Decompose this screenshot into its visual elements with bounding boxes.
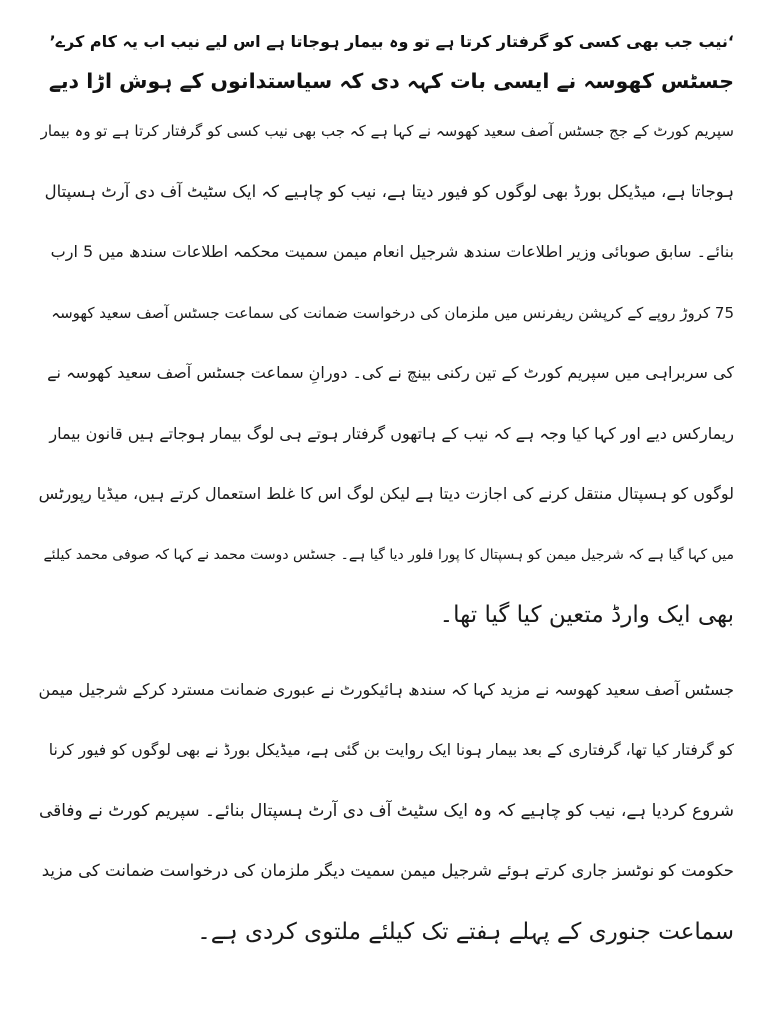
paragraph-line: کی سربراہی میں سپریم کورٹ کے تین رکنی بینچ نے کی۔ دورانِ سماعت جسٹس آصف سعید کھوسہ نے <box>47 363 734 382</box>
paragraph-line: سماعت جنوری کے پہلے ہفتے تک کیلئے ملتوی کردی ہے۔ <box>197 918 734 945</box>
paragraph-line: بھی ایک وارڈ متعین کیا گیا تھا۔ <box>439 602 734 628</box>
paragraph-line: لوگوں کو ہسپتال منتقل کرنے کی اجازت دیتا ہے لیکن لوگ اس کا غلط استعمال کرتے ہیں، میڈیا رپورٹس <box>38 484 734 503</box>
article-paragraph-1 <box>34 101 734 646</box>
article-paragraph-2 <box>34 660 734 963</box>
paragraph-line: سپریم کورٹ کے جج جسٹس آصف سعید کھوسہ نے کہا ہے کہ جب بھی نیب کسی کو گرفتار کرتا ہے تو وہ بیمار <box>40 122 734 140</box>
paragraph-line: شروع کردیا ہے، نیب کو چاہیے کہ وہ ایک سٹیٹ آف دی آرٹ ہسپتال بنائے۔ سپریم کورٹ نے وفاقی <box>38 800 734 821</box>
paragraph-line: حکومت کو نوٹسز جاری کرتے ہوئے شرجیل میمن سمیت دیگر ملزمان کی درخواست ضمانت کی مزید <box>41 861 734 880</box>
paragraph-line: ریمارکس دیے اور کہا کیا وجہ ہے کہ نیب کے ہاتھوں گرفتار ہوتے ہی لوگ بیمار ہوجاتے ہیں قانون بیمار <box>49 423 734 443</box>
paragraph-line: جسٹس آصف سعید کھوسہ نے مزید کہا کہ سندھ ہائیکورٹ نے عبوری ضمانت مسترد کرکے شرجیل میمن <box>38 679 734 699</box>
paragraph-line: کو گرفتار کیا تھا، گرفتاری کے بعد بیمار ہونا ایک روایت بن گئی ہے، میڈیکل بورڈ نے بھی لوگوں کو فیور کرنا <box>48 741 734 759</box>
paragraph-line: میں کہا گیا ہے کہ شرجیل میمن کو ہسپتال کا پورا فلور دیا گیا ہے۔ جسٹس دوست محمد نے کہا کہ صوفی محمد کیلئے <box>43 546 734 563</box>
paragraph-line: ہوجاتا ہے، میڈیکل بورڈ بھی لوگوں کو فیور دیتا ہے، نیب کو چاہیے کہ ایک سٹیٹ آف دی آرٹ ہسپتال <box>44 181 734 201</box>
article-headline: ‘نیب جب بھی کسی کو گرفتار کرتا ہے تو وہ بیمار ہوجاتا ہے اس لیے نیب اب یہ کام کرے’ <box>49 32 734 51</box>
article-subheadline: جسٹس کھوسہ نے ایسی بات کہہ دی کہ سیاستدانوں کے ہوش اڑا دیے <box>48 69 734 93</box>
paragraph-line: 75 کروڑ روپے کے کرپشن ریفرنس میں ملزمان کی درخواست ضمانت کی سماعت جسٹس آصف سعید کھوسہ <box>51 303 734 322</box>
paragraph-line: بنائے۔ سابق صوبائی وزیر اطلاعات سندھ شرجیل انعام میمن سمیت محکمہ اطلاعات سندھ میں 5 ارب <box>50 242 734 261</box>
